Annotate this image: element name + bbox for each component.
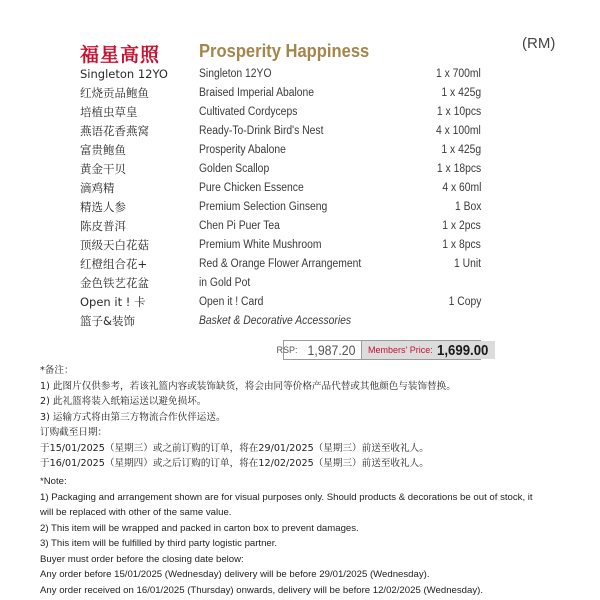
item-quantity: 1 x 425g	[441, 144, 481, 156]
item-name-en: Premium White Mushroom	[199, 239, 322, 251]
item-name-en: Red & Orange Flower Arrangement	[199, 258, 362, 270]
item-name-zh: 顶级天白花菇	[80, 238, 149, 252]
item-name-zh: 富贵鲍鱼	[80, 143, 126, 157]
item-row	[0, 65, 600, 84]
item-name-zh: Open it ! 卡	[80, 295, 146, 309]
item-quantity: 4 x 60ml	[441, 182, 481, 194]
price-box	[276, 340, 489, 360]
item-name-en: Pure Chicken Essence	[199, 182, 304, 194]
item-row	[0, 198, 600, 217]
item-quantity: 1 Box	[454, 201, 481, 213]
item-row	[0, 84, 600, 103]
notes-en-deadline: Any order received on 16/01/2025 (Thursday) onwards, delivery will be before 12/02/2025 (Wednesday).	[40, 584, 483, 596]
item-row	[0, 274, 600, 293]
item-name-en: Ready-To-Drink Bird's Nest	[199, 125, 324, 137]
notes-en-heading: *Note:	[40, 476, 67, 487]
item-name-zh: 燕语花香燕窝	[80, 124, 149, 138]
item-name-zh: 篮子&装饰	[80, 314, 135, 328]
notes-zh-deadline: 于16/01/2025（星期四）或之后订购的订单，将在12/02/2025（星期三）前送至收礼人。	[40, 458, 429, 469]
item-quantity: 1 x 18pcs	[436, 163, 481, 175]
item-name-en: Prosperity Abalone	[199, 144, 286, 156]
member-price-label: Members' Price:	[368, 345, 433, 355]
item-name-zh: 金色铁艺花盆	[80, 276, 149, 290]
notes-zh-line: 2) 此礼篮将装入纸箱运送以避免损坏。	[40, 396, 207, 407]
item-row	[0, 255, 600, 274]
item-quantity: 1 x 8pcs	[442, 239, 481, 251]
item-name-en: Singleton 12YO	[199, 68, 272, 80]
notes-zh-line: 1) 此图片仅供参考，若该礼篮内容或装饰缺货，将会由同等价格产品代替或其他颜色与装饰替换。	[40, 380, 456, 392]
item-row	[0, 312, 600, 331]
item-row	[0, 122, 600, 141]
item-row	[0, 160, 600, 179]
item-quantity: 1 x 10pcs	[436, 106, 481, 118]
notes-en-line: 3) This item will be fulfilled by third party logistic partner.	[40, 538, 278, 549]
item-name-en: Basket & Decorative Accessories	[199, 315, 352, 327]
product-title-chinese: 福星高照	[80, 44, 161, 66]
rsp-price	[276, 341, 362, 359]
item-name-en: Open it ! Card	[199, 296, 264, 308]
notes-chinese	[40, 363, 580, 472]
notes-zh-deadline: 于15/01/2025（星期三）或之前订购的订单，将在29/01/2025（星期三）前送至收礼人。	[40, 442, 429, 454]
rsp-label: RSP:	[276, 345, 298, 355]
item-name-zh: 黄金干贝	[80, 162, 126, 176]
notes-zh-deadline-heading: 订购截至日期：	[40, 427, 108, 438]
item-name-en: Cultivated Cordyceps	[199, 106, 298, 118]
notes-english	[40, 474, 590, 598]
item-name-zh: 滴鸡精	[80, 181, 115, 195]
notes-en-deadline-heading: Buyer must order before the closing date below:	[40, 553, 244, 565]
item-quantity: 1 x 425g	[441, 87, 481, 99]
notes-zh-heading: *备注：	[40, 365, 74, 376]
currency-label: (RM)	[522, 35, 556, 52]
item-quantity: 1 x 2pcs	[442, 220, 481, 232]
notes-en-line: will be replaced with other of the same value.	[40, 507, 232, 518]
item-name-zh: 红橙组合花+	[80, 257, 148, 271]
item-row	[0, 217, 600, 236]
item-name-en: Chen Pi Puer Tea	[199, 220, 280, 232]
item-quantity: 1 Copy	[448, 296, 481, 308]
item-name-zh: Singleton 12YO	[80, 67, 168, 81]
item-name-zh: 培植虫草皇	[80, 105, 138, 119]
item-quantity: 1 Unit	[453, 258, 481, 270]
item-name-zh: 精选人参	[80, 200, 126, 214]
item-name-en: in Gold Pot	[199, 277, 251, 289]
item-row	[0, 141, 600, 160]
notes-en-line: 2) This item will be wrapped and packed in carton box to prevent damages.	[40, 522, 359, 534]
item-name-zh: 红烧贡品鲍鱼	[80, 86, 149, 100]
item-name-en: Golden Scallop	[199, 163, 270, 175]
notes-zh-line: 3) 运输方式将由第三方物流合作伙伴运送。	[40, 411, 226, 423]
notes-en-deadline: Any order before 15/01/2025 (Wednesday) delivery will be before 29/01/2025 (Wednesday).	[40, 569, 430, 580]
product-title-english: Prosperity Happiness	[199, 41, 370, 61]
item-name-zh: 陈皮普洱	[80, 219, 126, 233]
item-row	[0, 179, 600, 198]
item-quantity: 4 x 100ml	[436, 125, 481, 137]
member-price-value: 1,699.00	[436, 341, 489, 359]
item-row	[0, 103, 600, 122]
member-price	[362, 341, 495, 359]
notes-en-line: 1) Packaging and arrangement shown are for visual purposes only. Should products & decorations be out of stock, it	[40, 491, 533, 503]
item-row	[0, 236, 600, 255]
item-quantity: 1 x 700ml	[436, 68, 481, 80]
item-name-en: Premium Selection Ginseng	[199, 201, 328, 213]
rsp-value: 1,987.20	[307, 342, 355, 358]
item-row	[0, 293, 600, 312]
item-name-en: Braised Imperial Abalone	[199, 87, 315, 99]
